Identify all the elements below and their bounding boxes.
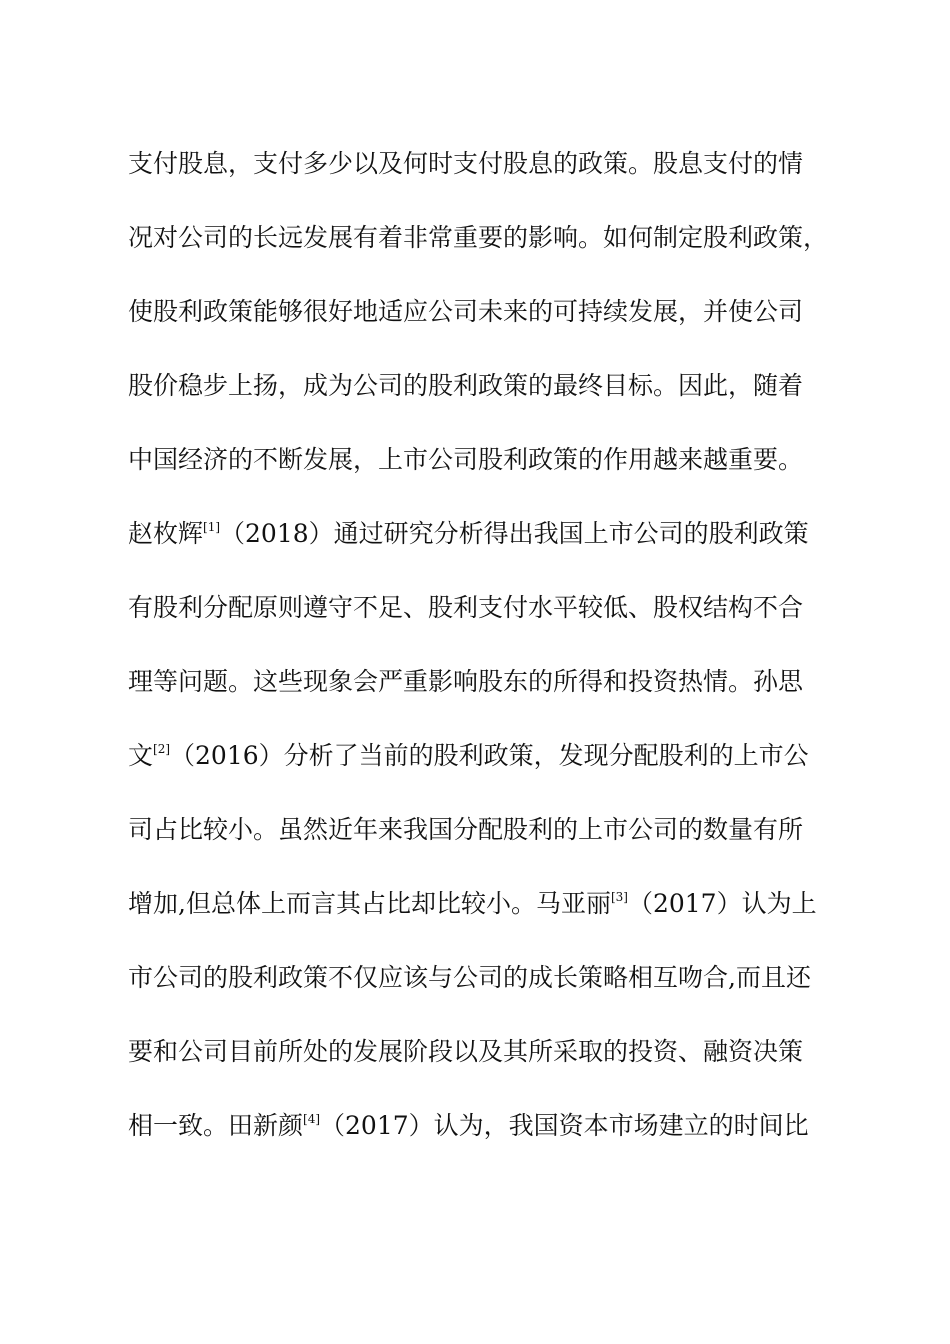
line-text: 相一致。田新颜	[128, 1111, 304, 1140]
line-text: 有股利分配原则遵守不足、股利支付水平较低、股权结构不合	[128, 593, 804, 622]
line-text: （2016）分析了当前的股利政策，发现分配股利的上市公	[170, 741, 809, 770]
text-line-6	[128, 507, 828, 581]
text-line-12	[128, 951, 828, 1025]
text-line-10	[128, 803, 828, 877]
line-text: 中国经济的不断发展，上市公司股利政策的作用越来越重要。	[128, 445, 804, 474]
citation-ref-3: [3]	[610, 889, 628, 904]
line-text: （2017）认为，我国资本市场建立的时间比	[320, 1111, 809, 1140]
body-paragraph	[128, 137, 828, 1173]
text-line-14	[128, 1099, 828, 1173]
citation-ref-1: [1]	[203, 519, 221, 534]
line-text: 股价稳步上扬，成为公司的股利政策的最终目标。因此，随着	[128, 371, 804, 400]
text-line-5	[128, 433, 828, 507]
line-text: 支付股息，支付多少以及何时支付股息的政策。股息支付的情	[128, 149, 804, 178]
line-text: 况对公司的长远发展有着非常重要的影响。如何制定股利政策，	[128, 223, 829, 252]
text-line-11	[128, 877, 828, 951]
line-text: 市公司的股利政策不仅应该与公司的成长策略相互吻合,而且还	[128, 963, 811, 992]
line-text: 赵枚辉	[128, 519, 204, 548]
text-line-13	[128, 1025, 828, 1099]
line-text: （2018）通过研究分析得出我国上市公司的股利政策	[220, 519, 809, 548]
line-text: 司占比较小。虽然近年来我国分配股利的上市公司的数量有所	[128, 815, 804, 844]
text-line-3	[128, 285, 828, 359]
citation-ref-2: [2]	[153, 741, 171, 756]
text-line-9	[128, 729, 828, 803]
line-text: 使股利政策能够很好地适应公司未来的可持续发展，并使公司	[128, 297, 804, 326]
text-line-2	[128, 211, 828, 285]
line-text: 增加,但总体上而言其占比却比较小。马亚丽	[128, 889, 611, 918]
line-text: 要和公司目前所处的发展阶段以及其所采取的投资、融资决策	[128, 1037, 804, 1066]
text-line-4	[128, 359, 828, 433]
text-line-7	[128, 581, 828, 655]
text-line-8	[128, 655, 828, 729]
line-text: 文	[128, 741, 154, 770]
text-line-1	[128, 137, 828, 211]
line-text: 理等问题。这些现象会严重影响股东的所得和投资热情。孙思	[128, 667, 804, 696]
line-text: （2017）认为上	[627, 889, 817, 918]
citation-ref-4: [4]	[303, 1111, 321, 1126]
